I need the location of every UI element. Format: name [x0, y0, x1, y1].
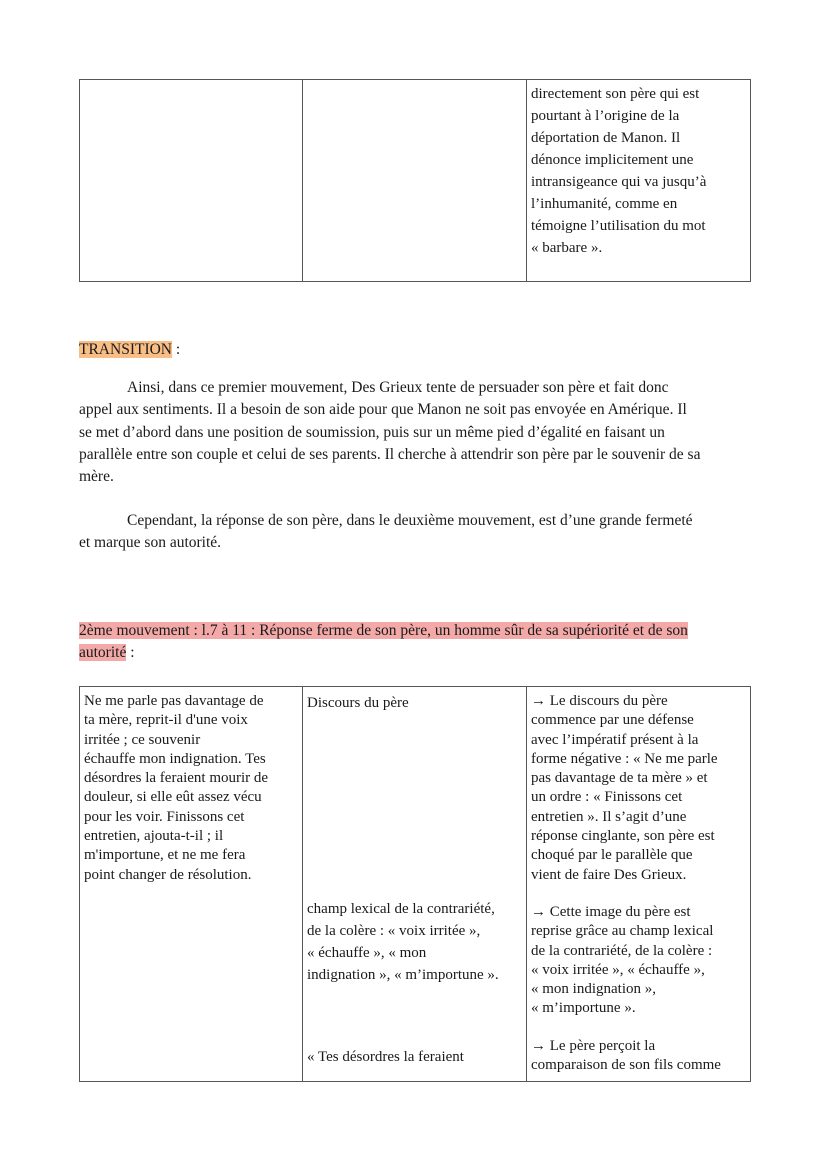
quote-line: Ne me parle pas davantage de	[84, 693, 264, 709]
paragraph-line: appel aux sentiments. Il a besoin de son aide pour que Manon ne soit pas envoyée en Amérique. Il	[79, 401, 687, 419]
analysis-line: forme négative : « Ne me parle	[531, 750, 718, 767]
analysis-line: → Le discours du père	[531, 693, 668, 709]
analysis-line: entretien ». Il s’agit d’une	[531, 808, 687, 825]
table-cell-device	[303, 687, 527, 1082]
analysis-line: vient de faire Des Grieux.	[531, 866, 687, 883]
movement-2-heading-suffix: :	[126, 644, 135, 661]
device-line: « Tes désordres la feraient	[307, 1049, 464, 1065]
transition-heading	[79, 339, 180, 361]
analysis-line: « m’importune ».	[531, 1000, 636, 1017]
quote-line: ta mère, reprit-il d'une voix	[84, 712, 248, 729]
analysis-line: avec l’impératif présent à la	[531, 731, 699, 748]
analysis-line: pas davantage de ta mère » et	[531, 770, 708, 787]
analysis-table-movement-2	[79, 686, 751, 1082]
paragraph-line: mère.	[79, 468, 114, 486]
paragraph-line: Cependant, la réponse de son père, dans le deuxième mouvement, est d’une grande fermeté	[127, 512, 693, 529]
analysis-line: témoigne l’utilisation du mot	[531, 218, 706, 234]
quote-line: pour les voir. Finissons cet	[84, 808, 245, 825]
analysis-line: « mon indignation »,	[531, 981, 656, 998]
table-cell-analysis	[527, 687, 751, 1082]
analysis-line: de la contrariété, de la colère :	[531, 942, 713, 959]
analysis-line: choqué par le parallèle que	[531, 847, 693, 864]
analysis-table-continued	[79, 79, 751, 282]
analysis-line: un ordre : « Finissons cet	[531, 789, 683, 806]
analysis-line: commence par une défense	[531, 712, 694, 729]
analysis-line: dénonce implicitement une	[531, 152, 694, 168]
analysis-line: « barbare ».	[531, 240, 603, 256]
analysis-line: reprise grâce au champ lexical	[531, 923, 714, 940]
transition-suffix: :	[172, 341, 181, 358]
analysis-line: « voix irritée », « échauffe »,	[531, 961, 705, 978]
movement-2-heading-line-2: autorité	[79, 644, 127, 661]
quote-line: désordres la feraient mourir de	[84, 770, 269, 787]
table-row	[80, 80, 751, 282]
analysis-line: pourtant à l’origine de la	[531, 108, 680, 124]
quote-line: irritée ; ce souvenir	[84, 731, 201, 748]
analysis-line: intransigeance qui va jusqu’à	[531, 174, 707, 190]
analysis-line: → Cette image du père est	[531, 903, 691, 920]
analysis-line: déportation de Manon. Il	[531, 130, 681, 146]
paragraph-line: et marque son autorité.	[79, 534, 222, 552]
movement-2-heading-line-1: 2ème mouvement : l.7 à 11 : Réponse ferme de son père, un homme sûr de sa supériorité et de son	[79, 622, 688, 639]
analysis-line: comparaison de son fils comme	[531, 1057, 721, 1074]
quote-line: douleur, si elle eût assez vécu	[84, 789, 262, 806]
table-row	[80, 687, 751, 1082]
quote-line: point changer de résolution.	[84, 866, 252, 883]
quote-line: échauffe mon indignation. Tes	[84, 750, 266, 767]
transition-paragraph-1	[79, 377, 751, 488]
transition-paragraph-2	[79, 510, 751, 555]
table-cell-device	[303, 80, 527, 282]
transition-label: TRANSITION	[79, 341, 172, 358]
table-cell-quote	[80, 687, 303, 1082]
device-line: champ lexical de la contrariété,	[307, 901, 495, 917]
device-line: de la colère : « voix irritée »,	[307, 923, 481, 939]
quote-line: entretien, ajouta-t-il ; il	[84, 828, 224, 845]
analysis-line: → Le père perçoit la	[531, 1037, 656, 1054]
analysis-line: réponse cinglante, son père est	[531, 828, 715, 845]
device-line: indignation », « m’importune ».	[307, 967, 499, 983]
device-label: Discours du père	[307, 695, 409, 711]
table-cell-analysis	[527, 80, 751, 282]
movement-2-heading	[79, 620, 759, 664]
table-cell-quote	[80, 80, 303, 282]
quote-line: m'importune, et ne me fera	[84, 847, 246, 864]
paragraph-line: parallèle entre son couple et celui de ses parents. Il cherche à attendrir son père par le souvenir de sa	[79, 445, 701, 463]
analysis-line: l’inhumanité, comme en	[531, 196, 678, 212]
paragraph-line: se met d’abord dans une position de soumission, puis sur un même pied d’égalité en faisant un	[79, 423, 665, 441]
analysis-line: directement son père qui est	[531, 86, 700, 102]
device-line: « échauffe », « mon	[307, 945, 427, 961]
paragraph-line: Ainsi, dans ce premier mouvement, Des Grieux tente de persuader son père et fait donc	[127, 379, 669, 396]
